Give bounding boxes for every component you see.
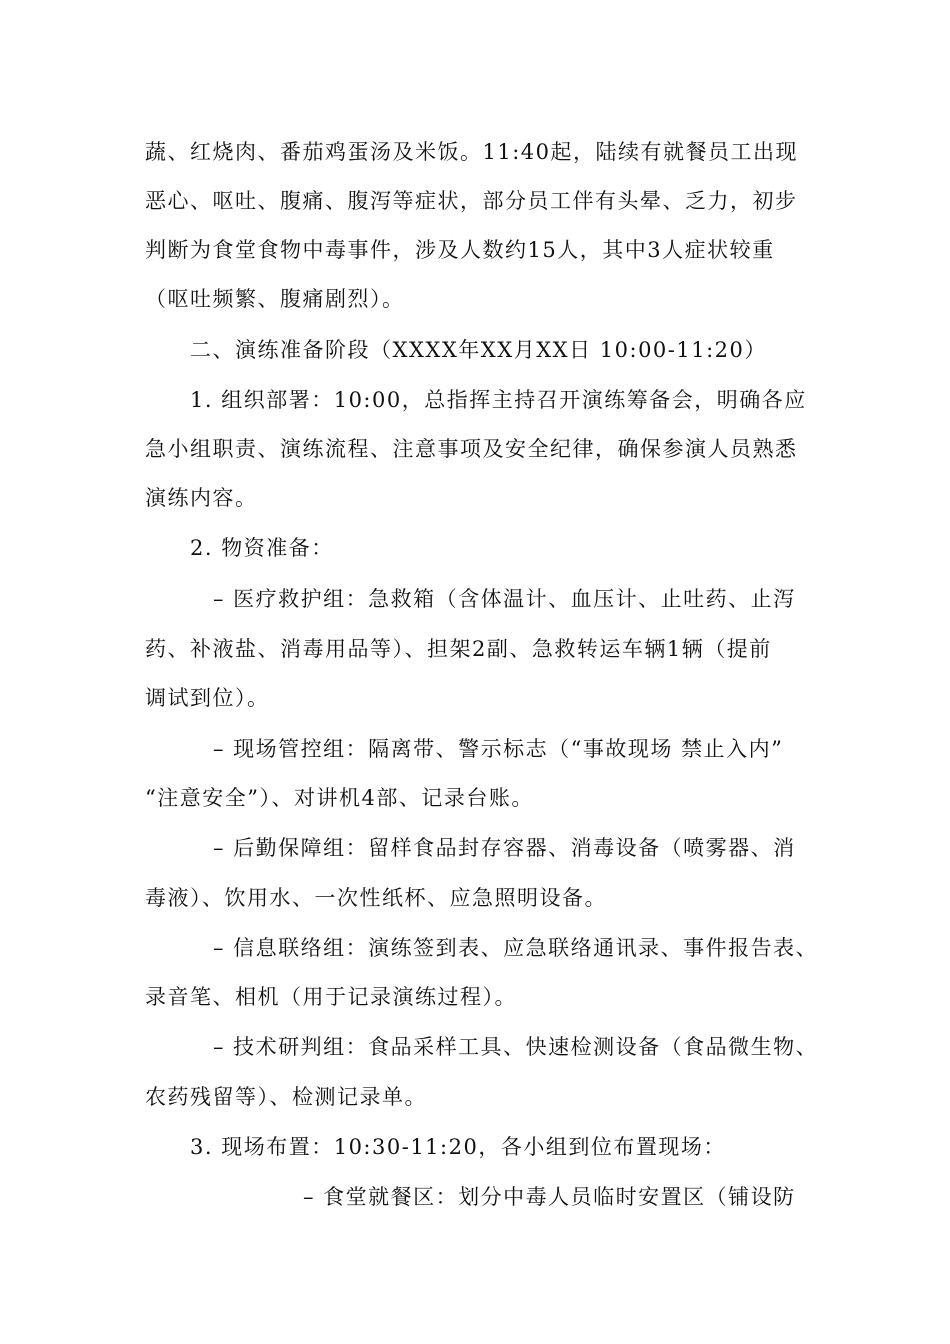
body-line: 药、补液盐、消毒用品等）、担架2副、急救转运车辆1辆（提前 (145, 637, 772, 661)
list-item: – 现场管控组：隔离带、警示标志（“事故现场 禁止入内” (213, 737, 784, 761)
body-line: 3. 现场布置：10:30-11:20，各小组到位布置现场： (190, 1135, 726, 1159)
list-item: – 后勤保障组：留样食品封存容器、消毒设备（喷雾器、消 (213, 836, 796, 860)
body-line: 蔬、红烧肉、番茄鸡蛋汤及米饭。11:40起，陆续有就餐员工出现 (145, 140, 799, 164)
body-line: 录音笔、相机（用于记录演练过程）。 (145, 985, 517, 1009)
body-line: 调试到位）。 (145, 686, 270, 710)
body-line: 急小组职责、演练流程、注意事项及安全纪律，确保参演人员熟悉 (145, 437, 798, 461)
body-line: 农药残留等）、检测记录单。 (145, 1085, 427, 1109)
list-item: – 食堂就餐区：划分中毒人员临时安置区（铺设防 (303, 1185, 796, 1209)
body-line: 演练内容。 (145, 486, 258, 510)
list-item: – 技术研判组：食品采样工具、快速检测设备（食品微生物、 (213, 1035, 819, 1059)
body-line: 2. 物资准备： (190, 536, 334, 560)
section-heading: 二、演练准备阶段（XXXX年XX月XX日 10:00-11:20） (190, 338, 767, 362)
body-line: 1. 组织部署：10:00，总指挥主持召开演练筹备会，明确各应 (190, 388, 807, 412)
body-line: （呕吐频繁、腹痛剧烈）。 (145, 287, 405, 311)
body-line: “注意安全”）、对讲机4部、记录台账。 (145, 786, 534, 810)
body-line: 毒液）、饮用水、一次性纸杯、应急照明设备。 (145, 886, 607, 910)
list-item: – 医疗救护组：急救箱（含体温计、血压计、止吐药、止泻 (213, 587, 796, 611)
body-line: 恶心、呕吐、腹痛、腹泻等症状，部分员工伴有头晕、乏力，初步 (145, 189, 798, 213)
body-line: 判断为食堂食物中毒事件，涉及人数约15人，其中3人症状较重 (145, 238, 775, 262)
list-item: – 信息联络组：演练签到表、应急联络通讯录、事件报告表、 (213, 936, 819, 960)
